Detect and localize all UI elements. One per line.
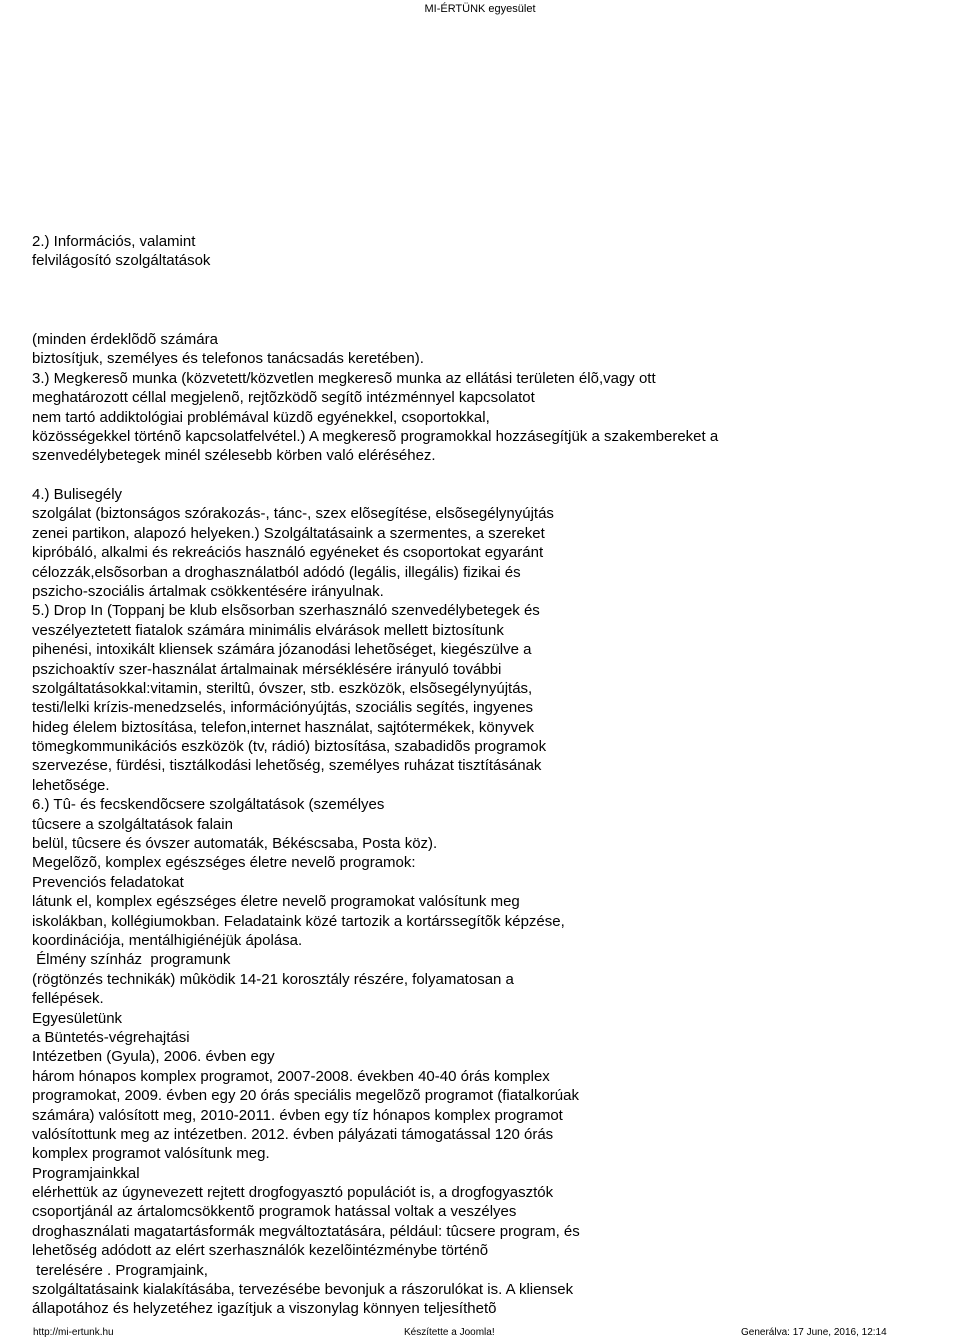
text-line: pszichoaktív szer-használat ártalmainak mérséklésére irányuló további xyxy=(32,660,502,678)
text-line: szervezése, fürdési, tisztálkodási lehetõség, személyes ruházat tisztításának xyxy=(32,757,542,775)
text-line: 4.) Bulisegély xyxy=(32,486,123,503)
text-line: terelésére . Programjaink, xyxy=(32,1261,208,1279)
text-line: pszicho-szociális ártalmak csökkentésére irányulnak. xyxy=(32,582,384,600)
site-title: MI-ÉRTÜNK egyesület xyxy=(424,3,536,15)
text-line: droghasználati magatartásformák megváltoztatására, például: tûcsere program, és xyxy=(32,1222,580,1240)
text-line: szenvedélybetegek minél szélesebb körben való eléréséhez. xyxy=(32,447,436,465)
text-line: kipróbáló, alkalmi és rekreációs használó egyéneket és csoportokat egyaránt xyxy=(32,544,544,562)
text-line: lehetõsége. xyxy=(32,776,110,794)
text-line: iskolákban, kollégiumokban. Feladataink közé tartozik a kortárssegítõk képzése, xyxy=(32,912,565,930)
text-line: látunk el, komplex egészséges életre nevelõ programokat valósítunk meg xyxy=(32,893,520,911)
text-line: Intézetben (Gyula), 2006. évben egy xyxy=(32,1048,275,1066)
footer-url: http://mi-ertunk.hu xyxy=(33,1327,114,1338)
paragraph-1 xyxy=(32,232,210,271)
text-line: csoportjánál az ártalomcsökkentõ programok hatással voltak a veszélyes xyxy=(32,1203,517,1221)
text-line: lehetõség adódott az elért szerhasználók kezelõintézménybe történõ xyxy=(32,1242,489,1260)
text-line: közösségekkel történõ kapcsolatfelvétel.) A megkeresõ programokkal hozzásegítjük a szakembereket a xyxy=(32,427,719,445)
footer-credit: Készítette a Joomla! xyxy=(404,1327,495,1338)
text-line: szolgáltatásaink kialakításába, tervezésébe bevonjuk a rászorulókat is. A kliensek xyxy=(32,1281,574,1299)
text-line: 5.) Drop In (Toppanj be klub elsõsorban szerhasználó szenvedélybetegek és xyxy=(32,602,540,620)
text-line: testi/lelki krízis-menedzselés, információnyújtás, szociális segítés, ingyenes xyxy=(32,699,534,717)
text-line: biztosítjuk, személyes és telefonos tanácsadás keretében). xyxy=(32,350,424,368)
paragraph-2 xyxy=(32,330,718,466)
text-line: állapotához és helyzetéhez igazítjuk a viszonylag könnyen teljesíthetõ xyxy=(32,1300,497,1318)
text-line: veszélyeztetett fiatalok számára minimális elvárások mellett biztosítunk xyxy=(32,621,504,639)
page-footer xyxy=(0,1327,960,1341)
text-line: tûcsere a szolgáltatások falain xyxy=(32,815,233,833)
text-line: nem tartó addiktológiai problémával küzdõ egyénekkel, csoportokkal, xyxy=(32,408,490,426)
text-line: hideg élelem biztosítása, telefon,internet használat, sajtótermékek, könyvek xyxy=(32,718,534,736)
text-line: 3.) Megkeresõ munka (közvetett/közvetlen megkeresõ munka az ellátási területen élõ,vagy ott xyxy=(32,369,656,387)
page-header xyxy=(0,3,960,15)
text-line: 6.) Tû- és fecskendõcsere szolgáltatások (személyes xyxy=(32,796,385,814)
text-line: pihenési, intoxikált kliensek számára józanodási lehetõséget, kiegészülve a xyxy=(32,641,532,659)
text-line: Prevenciós feladatokat xyxy=(32,873,184,891)
text-line: valósítottunk meg az intézetben. 2012. évben pályázati támogatással 120 órás xyxy=(32,1125,554,1143)
text-line: komplex programot valósítunk meg. xyxy=(32,1145,270,1163)
text-line: három hónapos komplex programot, 2007-2008. években 40-40 órás komplex xyxy=(32,1067,550,1085)
text-line: Egyesületünk xyxy=(32,1009,123,1027)
footer-generated: Generálva: 17 June, 2016, 12:14 xyxy=(741,1327,887,1338)
text-line: a Büntetés-végrehajtási xyxy=(32,1028,190,1046)
text-line: fellépések. xyxy=(32,990,104,1008)
text-line: számára) valósított meg, 2010-2011. évben egy tíz hónapos komplex programot xyxy=(32,1106,563,1124)
text-line: Programjainkkal xyxy=(32,1164,140,1182)
text-line: (minden érdeklõdõ számára xyxy=(32,331,218,348)
text-line: 2.) Információs, valamint xyxy=(32,233,196,250)
text-line: meghatározott céllal megjelenõ, rejtõzködõ segítõ intézménnyel kapcsolatot xyxy=(32,389,535,407)
text-line: célozzák,elsõsorban a droghasználatból adódó (legális, illegális) fizikai és xyxy=(32,563,521,581)
text-line: (rögtönzés technikák) mûködik 14-21 korosztály részére, folyamatosan a xyxy=(32,970,514,988)
text-line: Megelõzõ, komplex egészséges életre nevelõ programok: xyxy=(32,854,416,872)
paragraph-3 xyxy=(32,485,580,1319)
text-line: koordinációja, mentálhigiénéjük ápolása. xyxy=(32,931,303,949)
text-line: zenei partikon, alapozó helyeken.) Szolgáltatásaink a szermentes, a szereket xyxy=(32,524,545,542)
text-line: felvilágosító szolgáltatások xyxy=(32,252,211,270)
text-line: szolgáltatásokkal:vitamin, steriltû, óvszer, stb. eszközök, elsõsegélynyújtás, xyxy=(32,679,533,697)
text-line: programokat, 2009. évben egy 20 órás speciális megelõzõ programot (fiatalkorúak xyxy=(32,1087,579,1105)
text-line: tömegkommunikációs eszközök (tv, rádió) biztosítása, szabadidõs programok xyxy=(32,738,547,756)
text-line: belül, tûcsere és óvszer automaták, Békéscsaba, Posta köz). xyxy=(32,835,438,853)
text-line: Élmény színház programunk xyxy=(32,951,231,969)
text-line: szolgálat (biztonságos szórakozás-, tánc-, szex elõsegítése, elsõsegélynyújtás xyxy=(32,505,554,523)
text-line: elérhettük az úgynevezett rejtett drogfogyasztó populációt is, a drogfogyasztók xyxy=(32,1184,554,1202)
